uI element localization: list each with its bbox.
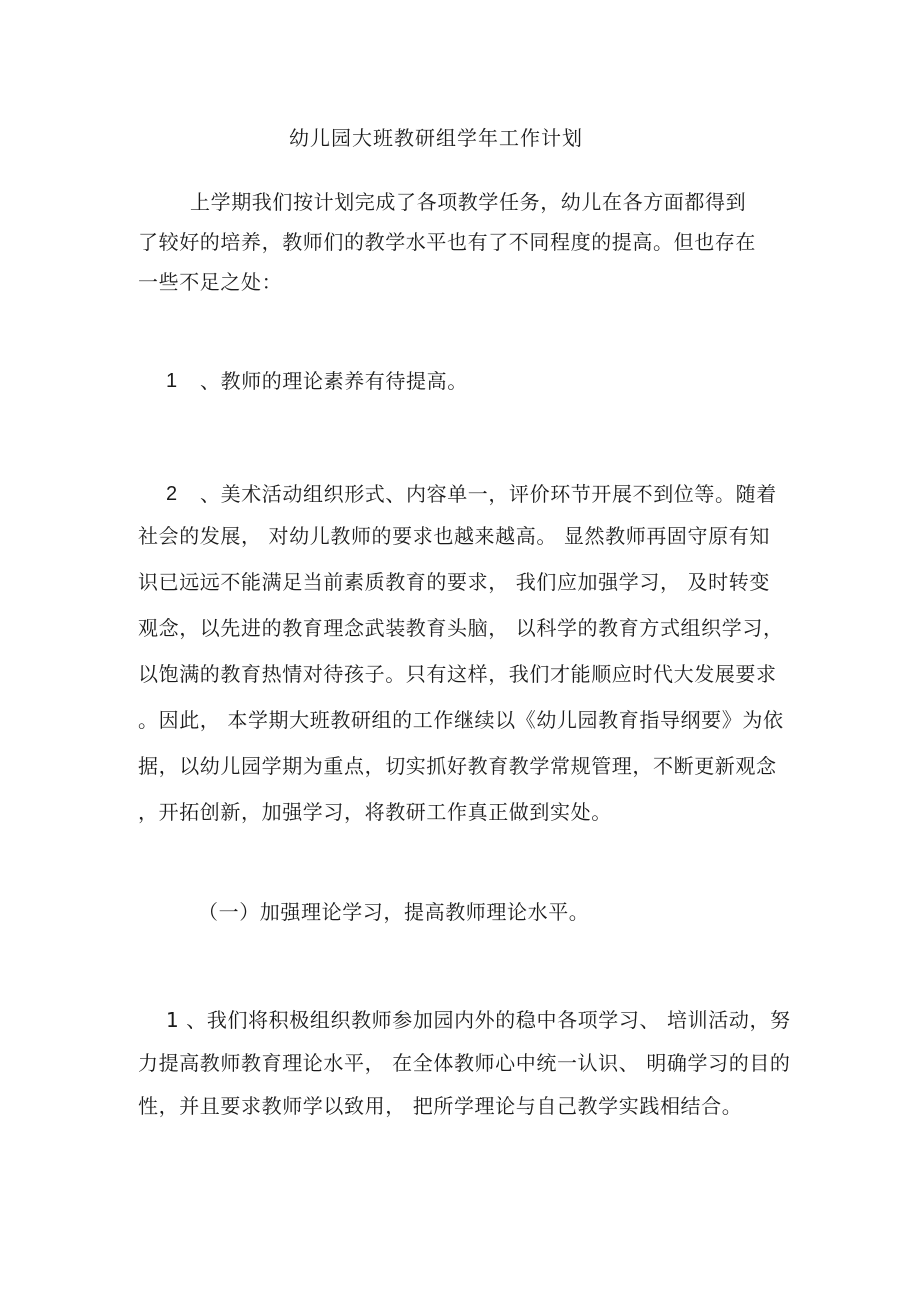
item-1-text: 、教师的理论素养有待提高。 xyxy=(200,369,468,393)
item-2-number: 2 xyxy=(166,483,178,505)
document-title: 幼儿园大班教研组学年工作计划 xyxy=(289,126,583,150)
point-1-line: 力提高教师教育理论水平， 在全体教师心中统一认识、 明确学习的目的 xyxy=(138,1051,791,1075)
item-2-line: 。因此， 本学期大班教研组的工作继续以《幼儿园教育指导纲要》为依 xyxy=(138,708,784,732)
item-2-line: 以饱满的教育热情对待孩子。只有这样，我们才能顺应时代大发展要求 xyxy=(138,662,777,686)
item-2-line: 观念，以先进的教育理念武装教育头脑， 以科学的教育方式组织学习， xyxy=(138,616,784,640)
item-2-line: 识已远远不能满足当前素质教育的要求， 我们应加强学习， 及时转变 xyxy=(138,570,770,594)
item-2-line: ，开拓创新，加强学习，将教研工作真正做到实处。 xyxy=(138,800,612,824)
item-2-line: 据，以幼儿园学期为重点，切实抓好教育教学常规管理，不断更新观念 xyxy=(138,754,777,778)
item-1-number: 1 xyxy=(166,370,178,392)
item-2-line: 社会的发展， 对幼儿教师的要求也越来越高。 显然教师再固守原有知 xyxy=(138,524,770,548)
intro-line-1: 上学期我们按计划完成了各项教学任务，幼儿在各方面都得到 xyxy=(190,190,747,214)
point-1-line: 1 、我们将积极组织教师参加园内外的稳中各项学习、 培训活动，努 xyxy=(166,1008,791,1032)
intro-line-2: 了较好的培养，教师们的教学水平也有了不同程度的提高。但也存在 xyxy=(138,230,756,254)
section-1-heading: （一）加强理论学习，提高教师理论水平。 xyxy=(198,900,590,924)
item-2-first-line: 、美术活动组织形式、内容单一，评价环节开展不到位等。随着 xyxy=(200,482,777,506)
intro-line-3: 一些不足之处： xyxy=(138,270,283,294)
point-1-line: 性，并且要求教师学以致用， 把所学理论与自己教学实践相结合。 xyxy=(138,1094,743,1118)
